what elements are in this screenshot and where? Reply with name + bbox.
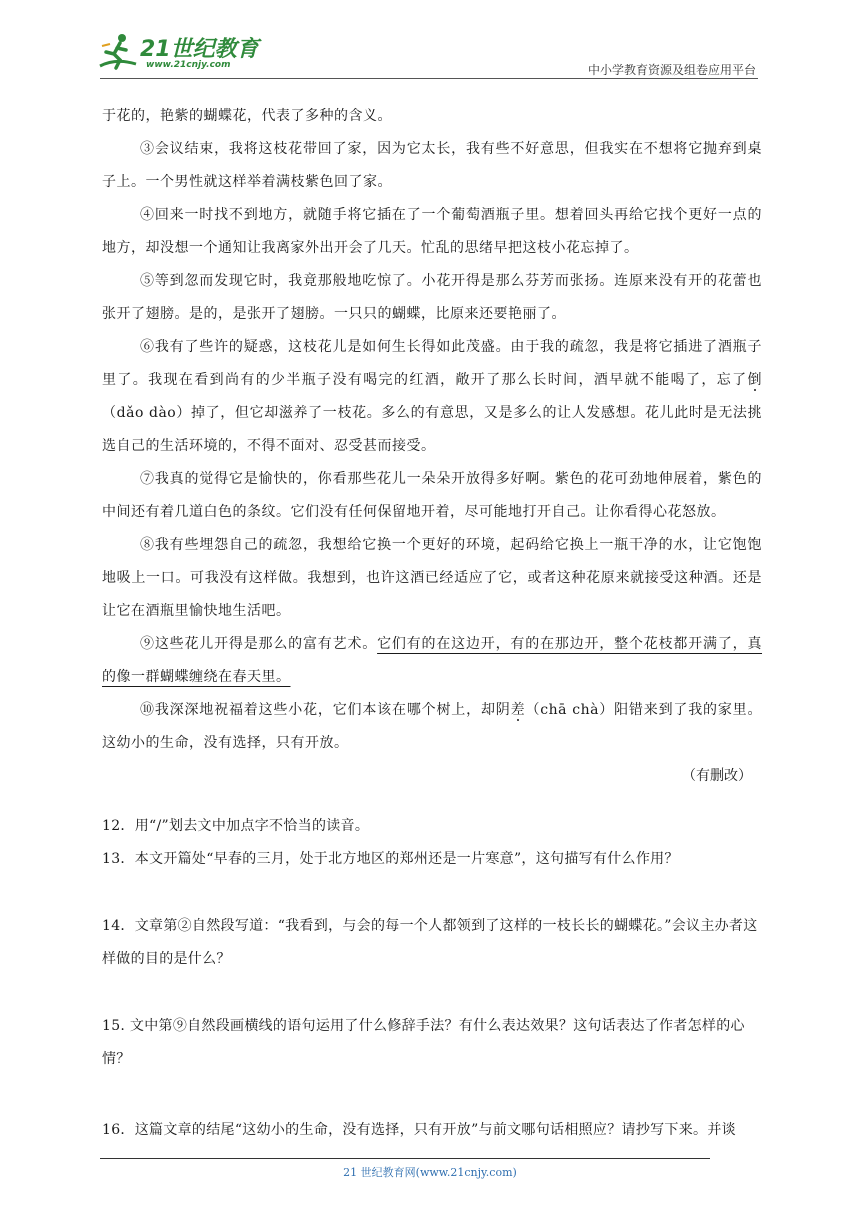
question-15: 15. 文中第⑨自然段画横线的语句运用了什么修辞手法？有什么表达效果？这句话表达了作者怎样的心情？ [102, 1018, 745, 1067]
paragraph-7: ⑦我真的觉得它是愉快的，你看那些花儿一朵朵开放得多好啊。紫色的花可劲地伸展着，紫色的中间还有着几道白色的条纹。它们没有任何保留地开着，尽可能地打开自己。让你看得心花怒放。 [102, 471, 762, 520]
reading-passage [102, 100, 762, 793]
question-14: 14．文章第②自然段写道：“我看到，与会的每一个人都领到了这样的一枝长长的蝴蝶花。”会议主办者这样做的目的是什么？ [102, 918, 758, 967]
question-12: 12．用“/”划去文中加点字不恰当的读音。 [102, 818, 370, 834]
dotted-char-dao: 倒 [747, 372, 762, 388]
source-note: （有删改） [682, 768, 752, 784]
page-footer: 21 世纪教育网(www.21cnjy.com) [343, 1166, 517, 1179]
paragraph-5: ⑤等到忽而发现它时，我竟那般地吃惊了。小花开得是那么芬芳而张扬。连原来没有开的花蕾也张开了翅膀。是的，是张开了翅膀。一只只的蝴蝶，比原来还要艳丽了。 [102, 273, 762, 322]
paragraph-10-text-a: ⑩我深深地祝福着这些小花，它们本该在哪个树上，却阴 [140, 702, 511, 718]
logo [96, 30, 266, 78]
logo-brand-text: 21世纪教育 [140, 37, 259, 62]
paragraph-3: ③会议结束，我将这枝花带回了家，因为它太长，我有些不好意思，但我实在不想将它抛弃到桌子上。一个男性就这样举着满枝紫色回了家。 [102, 141, 762, 190]
header-divider [100, 78, 758, 79]
paragraph-9 [102, 628, 762, 694]
paragraph-6-text-b: （dǎo dào）掉了，但它却滋养了一枝花。多么的有意思，又是多么的让人发感想。花儿此时是无法挑选自己的生活环境的，不得不面对、忍受甚而接受。 [102, 405, 762, 454]
footer-divider [100, 1158, 710, 1159]
logo-url-text: www.21cnjy.com [146, 60, 231, 70]
paragraph-4: ④回来一时找不到地方，就随手将它插在了一个葡萄酒瓶子里。想着回头再给它找个更好一点的地方，却没想一个通知让我离家外出开会了几天。忙乱的思绪早把这枝小花忘掉了。 [102, 207, 762, 256]
paragraph-8: ⑧我有些埋怨自己的疏忽，我想给它换一个更好的环境，起码给它换上一瓶干净的水，让它饱饱地吸上一口。可我没有这样做。我想到，也许这酒已经适应了它，或者这种花原来就接受这种酒。还是让它在酒瓶里愉快地生活吧。 [102, 537, 762, 619]
question-16: 16．这篇文章的结尾“这幼小的生命，没有选择，只有开放”与前文哪句话相照应？请抄写下来。并谈 [102, 1122, 736, 1138]
platform-title: 中小学教育资源及组卷应用平台 [587, 63, 756, 77]
runner-logo-icon [96, 30, 140, 74]
question-13: 13．本文开篇处“早春的三月，处于北方地区的郑州还是一片寒意”，这句描写有什么作用？ [102, 851, 679, 867]
paragraph-continued: 于花的，艳紫的蝴蝶花，代表了多种的含义。 [102, 108, 392, 124]
page-header [0, 0, 860, 82]
underlined-sentence: 它们有的在这边开，有的在那边开，整个花枝都开满了，真的像一群蝴蝶缠绕在春天里。 [102, 636, 763, 685]
paragraph-6 [102, 331, 762, 463]
paragraph-10-text-b: （chā chà）阳错来到了我的家里。这幼小的生命，没有选择，只有开放。 [102, 702, 763, 751]
paragraph-6-text-a: ⑥我有了些许的疑惑，这枝花儿是如何生长得如此茂盛。由于我的疏忽，我是将它插进了酒瓶子里了。我现在看到尚有的少半瓶子没有喝完的红酒，敞开了那么长时间，酒早就不能喝了，忘了 [102, 339, 762, 388]
paragraph-10 [102, 694, 762, 760]
dotted-char-cha: 差 [510, 702, 526, 718]
paragraph-9-text: ⑨这些花儿开得是那么的富有艺术。 [140, 636, 378, 652]
